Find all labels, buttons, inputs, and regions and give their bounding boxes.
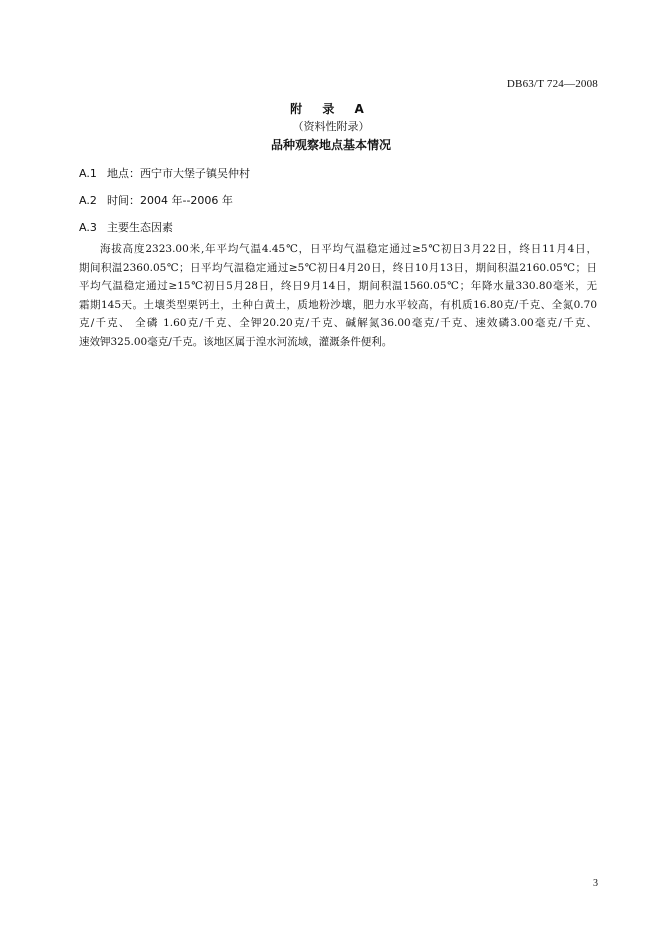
paragraph-line: 速效钾325.00毫克/千克。该地区属于湟水河流域，灌溉条件便利。 [79,335,393,348]
paragraph-line: 克/千克、 全磷 1.60克/千克、全钾20.20克/千克、碱解氮36.00毫克/千克、速效磷3.00毫克/千克、 [79,317,597,329]
appendix-note: （资料性附录） [292,120,370,133]
section-text: 时间：2004 年--2006 年 [107,194,233,207]
section-a3 [79,219,173,235]
section-number: A.2 [79,194,97,207]
paragraph-line: 海拔高度2323.00米,年平均气温4.45℃，日平均气温稳定通过≥5℃初日3月22日，终日11月4日， [100,243,597,255]
section-a1 [79,165,250,181]
paragraph-line: 平均气温稳定通过≥15℃初日5月28日，终日9月14日，期间积温1560.05℃；年降水量330.80毫米，无 [79,280,597,292]
section-text: 主要生态因素 [107,221,173,234]
appendix-title: 附 录 A [290,102,372,116]
appendix-subject: 品种观察地点基本情况 [270,138,391,152]
paragraph-line: 霜期145天。土壤类型栗钙土，土种白黄土，质地粉沙壤，肥力水平较高，有机质16.80克/千克、全氮0.70 [79,298,597,311]
section-a2 [79,192,233,208]
document-code: DB63/T 724—2008 [506,78,598,90]
section-number: A.3 [79,221,97,234]
page-number: 3 [593,878,598,889]
section-text: 地点：西宁市大堡子镇吴仲村 [107,167,250,180]
section-number: A.1 [79,167,97,180]
paragraph-line: 期间积温2360.05℃；日平均气温稳定通过≥5℃初日4月20日，终日10月13日，期间积温2160.05℃；日 [79,261,597,274]
ecological-factors-paragraph [79,240,597,351]
